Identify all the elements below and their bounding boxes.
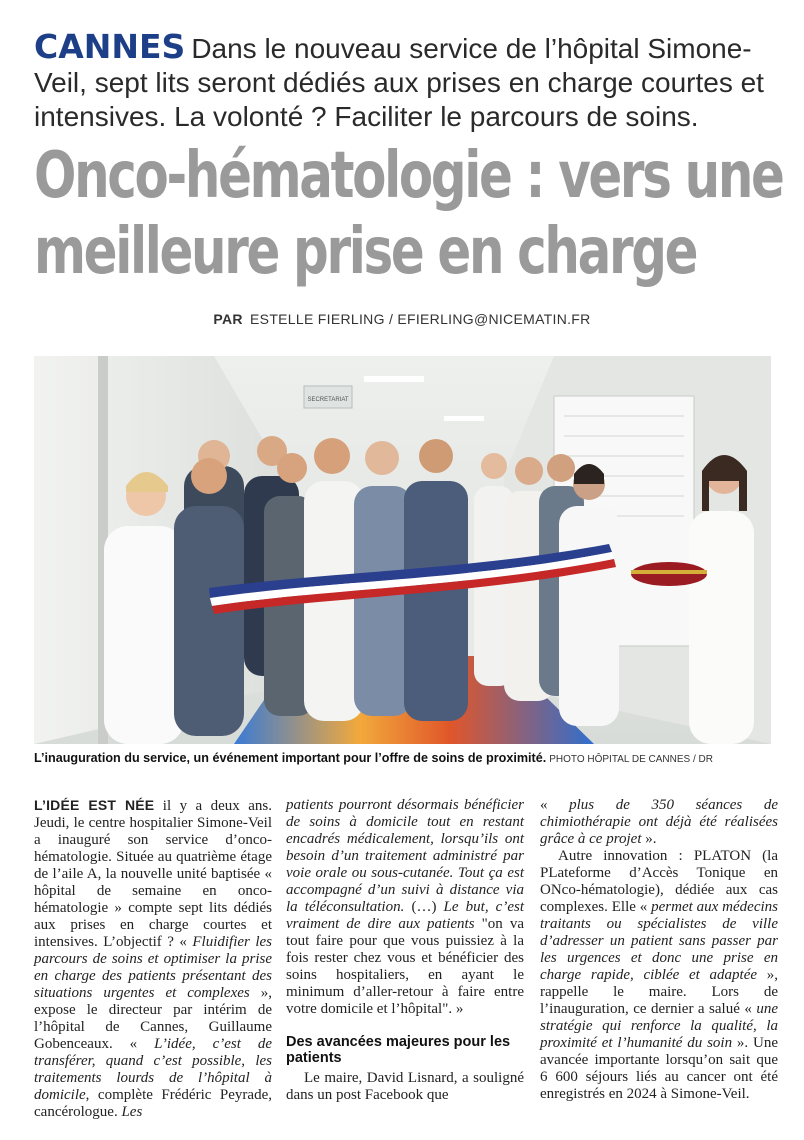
quote-span: une stratégie qui renforce la qualité, la proximité et l’humanité du soin [540, 1001, 778, 1051]
paragraph [286, 797, 524, 1018]
paragraph [34, 797, 272, 1121]
paragraph [540, 797, 778, 848]
headline-line-2: meilleure prise en charge [34, 215, 697, 289]
quote-span: plus de 350 séances de chimiothérapie ont déjà été réalisées grâce à ce projet [540, 797, 779, 847]
text-span: Autre innovation : PLATON (la PLateforme d’Accès Tonique en ONco-hématologie), dédiée aux cas complexes. Elle « [540, 848, 778, 915]
quote-span: patients pourront désormais bénéficier de soins à domicile tout en restant encadrés médicalement, lorsqu’ils ont besoin d’un traitement administré par voie orale ou sous-cutanée. Tout ça est accompagné d’un suivi à distance via la téléconsultation. [286, 797, 524, 915]
article-column-1 [34, 797, 272, 1121]
text-span: "on va tout faire pour que vous puissiez à la fois rester chez vous et bénéficier des soins hospitaliers, en ayant le minimum d’aller-retour à faire entre votre domicile et l’hôpital". » [286, 916, 524, 1017]
text-span: ». [641, 831, 657, 847]
text-span: ». Une avancée importante lorsqu’on sait que 6 600 séjours liés au cancer ont été enregistrés en 2024 à Simone-Veil. [540, 1035, 779, 1102]
article-column-2 [286, 797, 524, 1104]
byline-prefix: PAR [213, 311, 243, 327]
text-span: (…) [404, 899, 444, 915]
city-label: CANNES [34, 27, 186, 66]
quote-span: Le but, c’est vraiment de dire aux patients [286, 899, 524, 932]
article-column-3 [540, 797, 778, 1103]
paragraph: Le maire, David Lisnard, a souligné dans un post Facebook que [286, 1070, 524, 1103]
caption-text: L’inauguration du service, un événement important pour l’offre de soins de proximité. [34, 751, 547, 765]
headline-line-1: Onco-hématologie : vers une [34, 139, 783, 213]
text-span: , complète Frédéric Peyrade, cancérologue. [34, 1087, 272, 1120]
photo-illustration [34, 356, 771, 744]
lead-in: L’IDÉE EST NÉE [34, 797, 155, 813]
article-headline [34, 138, 783, 290]
photo-caption [34, 751, 771, 765]
quote-span: Les [121, 1104, 143, 1120]
paragraph [540, 848, 778, 1103]
article-kicker [34, 27, 774, 134]
byline [0, 311, 804, 327]
text-span: », expose le directeur par intérim de l’hôpital de Cannes, Guillaume Gobenceaux. « [34, 985, 272, 1052]
kicker-text: Dans le nouveau service de l’hôpital Simone-Veil, sept lits seront dédiés aux prises en charge courtes et intensives. La volonté ? Faciliter le parcours de soins. [34, 33, 764, 132]
section-subheading: Des avancées majeures pour les patients [286, 1034, 511, 1066]
byline-author: ESTELLE FIERLING / EFIERLING@NICEMATIN.FR [250, 311, 591, 327]
sign-text: SECRETARIAT [307, 397, 349, 403]
inauguration-photo [34, 356, 771, 744]
quote-span: permet aux médecins traitants ou spécialistes de ville d’adresser un patient sans passer par les urgences et donc une prise en charge rapide, ciblée et adaptée [540, 899, 778, 983]
text-span: il y a deux ans. Jeudi, le centre hospitalier Simone-Veil a inauguré son service d’onco-hématologie. Située au quatrième étage de l’aile A, la nouvelle unité baptisée « hôpital de semaine en onco-hématologie » compte sept lits dédiés aux prises en charge courtes et intensives. L’objectif ? « [34, 798, 272, 950]
photo-credit: PHOTO HÔPITAL DE CANNES / DR [549, 754, 713, 765]
text-span: », rappelle le maire. Lors de l’inauguration, ce dernier a salué « [540, 967, 779, 1017]
quote-span: Fluidifier les parcours de soins et optimiser la prise en charge des patients présentant des situations urgentes et complexes [34, 934, 272, 1001]
text-span: « [540, 797, 570, 813]
quote-span: L’idée, c’est de transférer, quand c’est possible, les traitements lourds de l’hôpital à domicile [34, 1036, 272, 1103]
